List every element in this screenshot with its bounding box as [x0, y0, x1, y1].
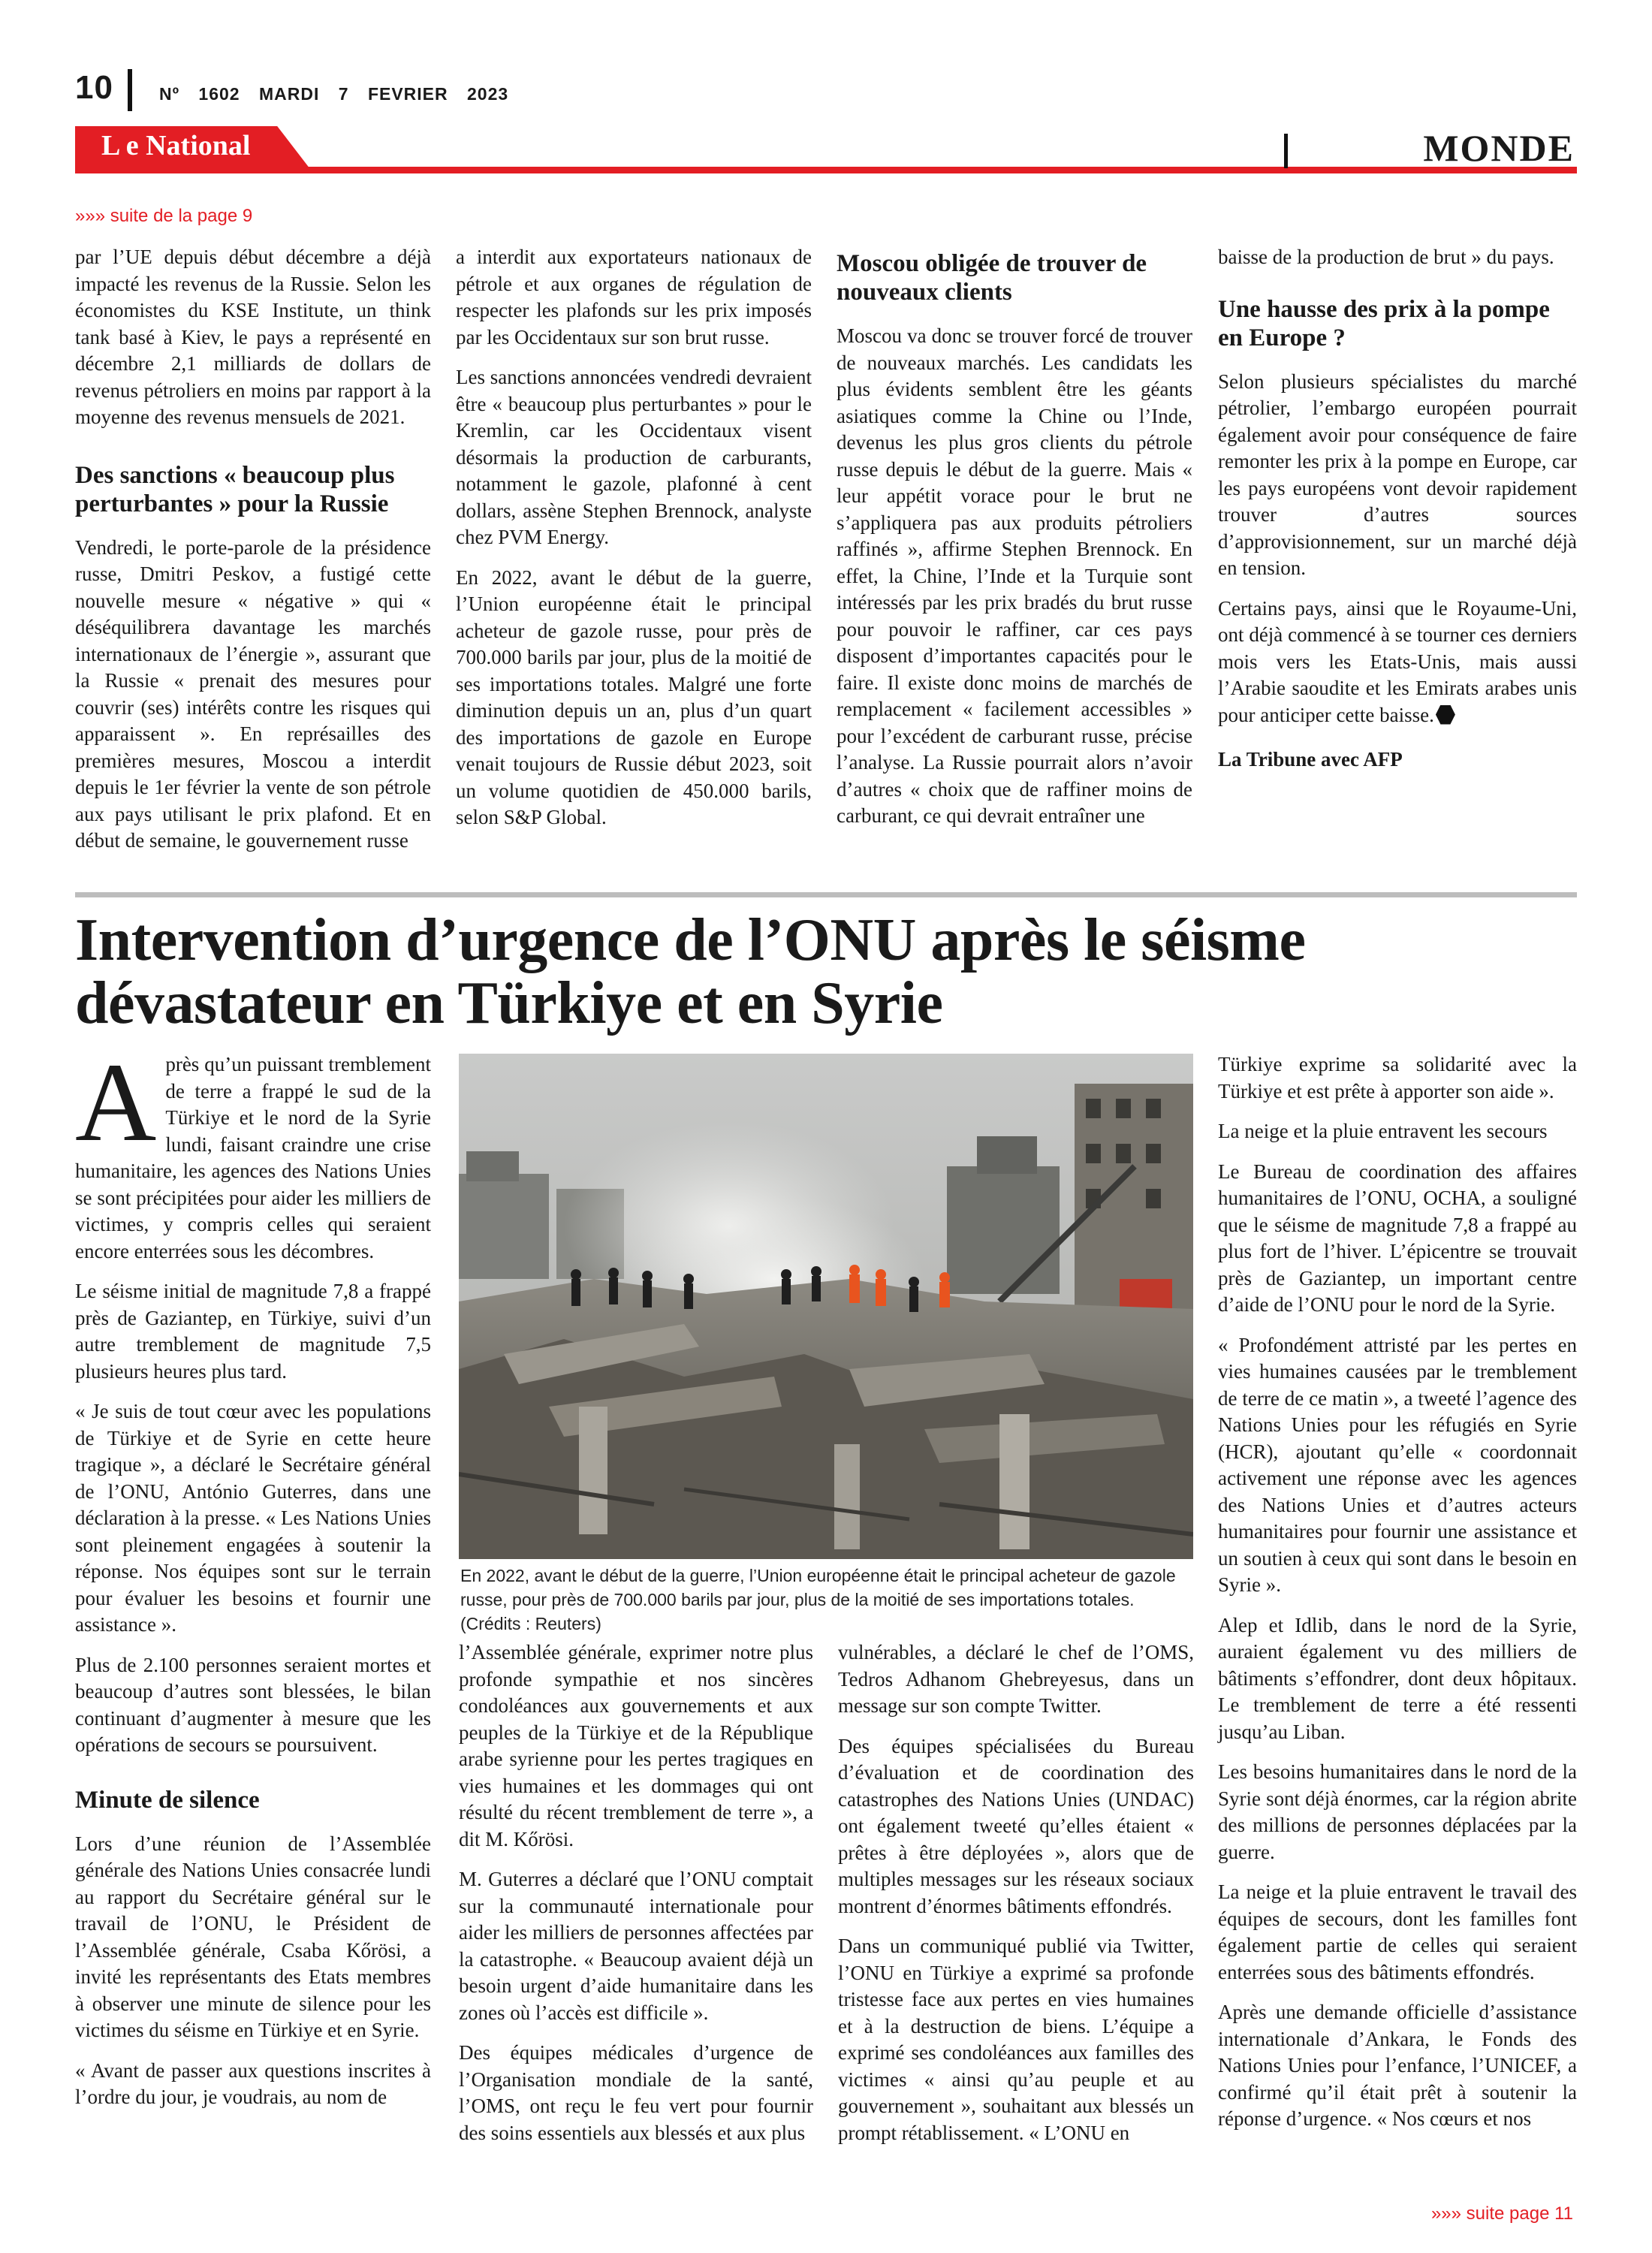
paragraph: Selon plusieurs spécialistes du marché pétrolier, l’embargo européen pourrait également avoir pour conséquence de faire remonter les prix à la pompe en Europe, car les pays européens vont devoir rapidement trouver d’autres sources d’approvisionnement, sur un marché déjà en tension. [1218, 369, 1577, 579]
paragraph: La neige et la pluie entravent le travail des équipes de secours, dont les familles font également partie de celles qui seraient enterrées sous des bâtiments effondrés. [1218, 1881, 1577, 1983]
paragraph: vulnérables, a déclaré le chef de l’OMS, Tedros Adhanom Ghebreyesus, dans un message sur son compte Twitter. [838, 1641, 1194, 1717]
main-article-column-2 [459, 1639, 813, 2160]
issue-day: MARDI [258, 84, 320, 104]
main-article-column-4 [1218, 1051, 1577, 2146]
paragraph: « Avant de passer aux questions inscrites à l’ordre du jour, je voudrais, au nom de [75, 2058, 431, 2108]
paragraph: Dans un communiqué publié via Twitter, l’ONU en Türkiye a exprimé sa profonde tristesse face aux pertes en vies humaines et à la destruction de biens. L’équipe a exprimé ses condoléances aux familles des victimes « ainsi qu’au peuple et au gouvernement », souhaitant aux blessés un prompt rétablissement. « L’ONU en [838, 1935, 1194, 2144]
issue-month: FEVRIER [367, 84, 448, 104]
main-headline [75, 909, 1577, 1035]
paragraph: Des équipes médicales d’urgence de l’Organisation mondiale de la santé, l’OMS, ont reçu le feu vert pour fournir des soins essentiels aux blessés et aux plus [459, 2041, 813, 2144]
paragraph: par l’UE depuis début décembre a déjà impacté les revenus de la Russie. Selon les économistes du KSE Institute, un think tank basé à Kiev, le pays a représenté en décembre 2,1 milliards de dollars de revenus pétroliers en moins par rapport à la moyenne des revenus mensuels de 2021. [75, 246, 431, 428]
headline-line: dévastateur en Türkiye et en Syrie [75, 970, 943, 1036]
paragraph: Alep et Idlib, dans le nord de la Syrie, auraient également vu des milliers de bâtiments s’effondrer, dont deux hôpitaux. Le tremblement de terre a été ressenti jusqu’au Liban. [1218, 1613, 1577, 1743]
masthead-divider [128, 69, 132, 111]
article-separator [75, 892, 1577, 897]
paragraph [75, 1040, 431, 1265]
paragraph: Les sanctions annoncées vendredi devraient être « beaucoup plus perturbantes » pour le Kremlin, car les Occidentaux visent désormais la production de carburants, notamment le gazole, plafonné à cent dollars, assène Stephen Brennock, analyste chez PVM Energy. [456, 366, 812, 548]
subheading: Une hausse des prix à la pompe en Europe ? [1218, 295, 1550, 351]
subheading: Minute de silence [75, 1786, 260, 1814]
main-article-column-3 [838, 1639, 1194, 2160]
photo-caption: En 2022, avant le début de la guerre, l’Union européenne était le principal acheteur de gazole russe, pour près de 700.000 barils par jour, plus de la moitié de ses importations totales. (Crédits : Reuters) [460, 1566, 1176, 1633]
page-number: 10 [75, 69, 113, 106]
paragraph: Plus de 2.100 personnes seraient mortes et beaucoup d’autres sont blessées, le bilan continuant d’augmenter à mesure que les opérations de secours se poursuivent. [75, 1653, 431, 1756]
top-article-column-3 [837, 249, 1192, 843]
paragraph: Les besoins humanitaires dans le nord de la Syrie sont déjà énormes, car la région abrite des millions de personnes déplacées par la guerre. [1218, 1760, 1577, 1863]
paragraph: Moscou va donc se trouver forcé de trouver de nouveaux marchés. Les candidats les plus évidents semblent être les géants asiatiques comme la Chine ou l’Inde, devenus les plus gros clients du pétrole russe depuis le début de la guerre. Mais « leur appétit vorace pour le brut ne s’appliquera pas aux produits pétroliers raffinés », affirme Stephen Brennock. En effet, la Chine, l’Inde et la Turquie sont intéressés par les prix bradés du brut russe pour pouvoir le raffiner, car ces pays disposent d’importantes capacités pour le faire. Il existe donc moins de marchés de remplacement « facilement accessibles » pour l’excédent de carburant russe, précise l’analyse. La Russie pourrait alors n’avoir d’autres « choix que de raffiner moins de carburant, ce qui devrait entraîner une [837, 324, 1192, 827]
continued-from-link[interactable]: »»» suite de la page 9 [75, 206, 253, 226]
paragraph [1218, 596, 1577, 729]
paragraph: Lors d’une réunion de l’Assemblée générale des Nations Unies consacrée lundi au rapport du Secrétaire général sur le travail de l’ONU, le Président de l’Assemblée générale, Csaba Kőrösi, a invité les représentants des Etats membres à observer une minute de silence pour les victimes du séisme en Türkiye et en Syrie. [75, 1832, 431, 2041]
top-article-column-1 [75, 244, 431, 868]
issue-date: 7 [338, 84, 349, 104]
main-article-column-1 [75, 1040, 431, 2125]
paragraph: M. Guterres a déclaré que l’ONU comptait sur la communauté internationale pour aider les milliers de personnes affectées par la catastrophe. « Beaucoup avaient déjà un besoin urgent d’aide humanitaire dans les zones où l’accès est difficile ». [459, 1868, 813, 2024]
subheading: Moscou obligée de trouver de nouveaux clients [837, 250, 1147, 306]
paragraph: Vendredi, le porte-parole de la présidence russe, Dmitri Peskov, a fustigé cette nouvelle mesure « négative » qui « déséquilibrera davantage les marchés internationaux de l’énergie », assurant que la Russie « prenait des mesures pour couvrir (ses) intérêts contre les risques qui apparaissent ». En représailles des premières mesures, Moscou a interdit depuis le 1er février la vente de son pétrole aux pays utilisant le prix plafond. Et en début de semaine, le gouvernement russe [75, 535, 431, 852]
paragraph: Türkiye exprime sa solidarité avec la Türkiye et est prête à apporter son aide ». [1218, 1053, 1577, 1102]
drop-cap: A [75, 1040, 157, 1165]
top-article-column-2 [456, 244, 812, 845]
paper-name: L e National [101, 130, 251, 161]
header-red-rule [75, 167, 1577, 173]
top-article-column-4 [1218, 244, 1577, 787]
paragraph: a interdit aux exportateurs nationaux de pétrole et aux organes de régulation de respecter les plafonds sur les prix imposés par les Occidentaux sur son brut russe. [456, 246, 812, 348]
headline-line: Intervention d’urgence de l’ONU après le séisme [75, 907, 1306, 973]
paragraph: Le séisme initial de magnitude 7,8 a frappé près de Gaziantep, en Türkiye, suivi d’un autre tremblement de magnitude 7,5 plusieurs heures plus tard. [75, 1280, 431, 1383]
paragraph: En 2022, avant le début de la guerre, l’Union européenne était le principal acheteur de gazole russe, pour près de 700.000 barils par jour, plus de la moitié de ses importations totales. Malgré une forte diminution depuis un an, plus d’un quart des importations de gazole en Europe venait toujours de Russie début 2023, soit un volume quotidien de 450.000 barils, selon S&P Global. [456, 566, 812, 828]
article-signature: La Tribune avec AFP [1218, 748, 1403, 771]
earthquake-photo [459, 1054, 1193, 1559]
issue-number: Nº 1602 [159, 84, 240, 104]
section-title: MONDE [1423, 127, 1575, 169]
paragraph-text: Certains pays, ainsi que le Royaume-Uni, ont déjà commencé à se tourner ces derniers mois vers les Etats-Unis, mais aussi l’Arabie saoudite et les Emirats arabes unis pour anticiper cette baisse. [1218, 596, 1577, 726]
paragraph: Le Bureau de coordination des affaires humanitaires de l’ONU, OCHA, a souligné que le séisme de magnitude 7,8 a frappé au plus fort de l’hiver. L’épicentre se trouvait près de Gaziantep, un important centre d’aide de l’ONU pour le nord de la Syrie. [1218, 1160, 1577, 1316]
paragraph-text: près qu’un puissant tremblement de terre a frappé le sud de la Türkiye et le nord de la Syrie lundi, faisant craindre une crise humanitaire, les agences des Nations Unies se sont précipitées pour aider les milliers de victimes, y compris celles qui seraient encore enterrées sous les décombres. [75, 1053, 431, 1262]
paragraph: La neige et la pluie entravent les secours [1218, 1120, 1548, 1142]
issue-year: 2023 [467, 84, 509, 104]
section-divider [1284, 134, 1288, 168]
paragraph: Des équipes spécialisées du Bureau d’évaluation et de coordination des catastrophes des Nations Unies (UNDAC) ont également tweeté qu’elles étaient « prêtes à être déployées », alors que de multiples messages sur les réseaux sociaux montrent d’énormes bâtiments effondrés. [838, 1734, 1194, 1917]
paragraph: Après une demande officielle d’assistance internationale d’Ankara, le Fonds des Nations Unies pour l’enfance, l’UNICEF, a confirmé qu’il était prêt à soutenir la réponse d’urgence. « Nos cœurs et nos [1218, 2001, 1577, 2130]
issue-date-line [159, 84, 508, 104]
paragraph: « Profondément attristé par les pertes en vies humaines causées par le tremblement de terre de ce matin », a tweeté l’agence des Nations Unies pour les réfugiés en Syrie (HCR), ajoutant qu’elle « coordonnait activement une réponse avec les agences des Nations Unies et d’autres acteurs humanitaires pour fournir une assistance et un soutien à ceux qui sont dans le besoin en Syrie ». [1218, 1333, 1577, 1596]
end-of-article-icon [1436, 705, 1455, 725]
paragraph: baisse de la production de brut » du pays. [1218, 246, 1554, 268]
paragraph: « Je suis de tout cœur avec les populations de Türkiye et de Syrie en cette heure tragique », a déclaré le Secrétaire général de l’ONU, António Guterres, dans une déclaration à la presse. « Les Nations Unies sont pleinement engagées à soutenir la réponse. Nos équipes sont sur le terrain pour évaluer les besoins et fournir une assistance ». [75, 1400, 431, 1636]
continued-on-link[interactable]: »»» suite page 11 [1430, 2203, 1573, 2224]
paragraph: l’Assemblée générale, exprimer notre plus profonde sympathie et nos sincères condoléances aux gouvernements et aux peuples de la Türkiye et de la République arabe syrienne pour les pertes tragiques en vies humaines et les dommages qui ont résulté du récent tremblement de terre », a dit M. Kőrösi. [459, 1641, 813, 1850]
subheading: Des sanctions « beaucoup plus perturbantes » pour la Russie [75, 461, 395, 517]
